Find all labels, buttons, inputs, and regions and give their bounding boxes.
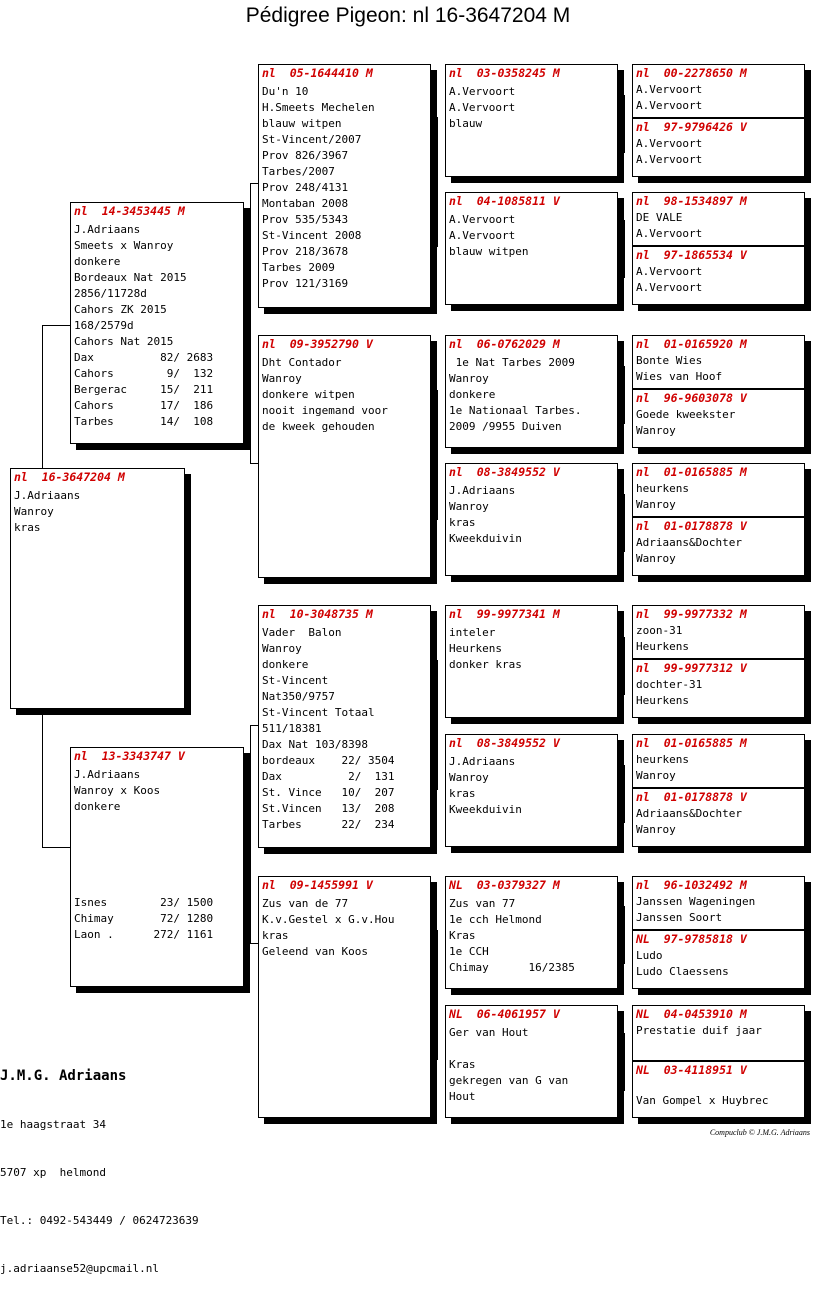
ring-number: nl 98-1534897 M xyxy=(636,194,747,208)
card-details: Zus van de 77 K.v.Gestel x G.v.Hou kras Geleend van Koos xyxy=(262,897,395,958)
card-details: J.Adriaans Wanroy x Koos donkere Isnes 23/ 1500 Chimay 72/ 1280 Laon . 272/ 1161 xyxy=(74,768,214,941)
page-title: Pédigree Pigeon: nl 16-3647204 M xyxy=(245,4,571,27)
ring-number: nl 09-3952790 V xyxy=(262,337,373,351)
ring-number: nl 99-9977312 V xyxy=(633,658,804,675)
connector-line xyxy=(437,390,438,520)
card-details: Vader Balon Wanroy donkere St-Vincent Nat350/9757 St-Vincent Totaal 511/18381 Dax Nat 103/8398 bordeaux 22/ 3504 Dax 2/ 131 St. Vince 10/ 207 St.Vincen 13/ 208 Tarbes 22/ 234 xyxy=(262,626,395,831)
ring-number: NL 97-9785818 V xyxy=(633,929,804,946)
connector-line xyxy=(624,906,625,964)
ring-number: nl 96-9603078 V xyxy=(633,388,804,405)
ring-number: NL 03-4118951 V xyxy=(633,1060,804,1077)
father-card[interactable] xyxy=(70,202,244,444)
connector-line xyxy=(624,765,625,823)
grandfather-maternal-card[interactable] xyxy=(258,605,431,848)
connector-line xyxy=(42,847,70,848)
connector-line xyxy=(42,325,70,326)
great-grandparent-card[interactable] xyxy=(445,463,618,576)
card-details: Du'n 10 H.Smeets Mechelen blauw witpen St-Vincent/2007 Prov 826/3967 Tarbes/2007 Prov 248/4131 Montaban 2008 Prov 535/5343 St-Vincent 2008 Prov 218/3678 Tarbes 2009 Prov 121/3169 xyxy=(262,85,375,290)
ancestor-pair-card[interactable] xyxy=(632,1005,805,1118)
connector-line xyxy=(437,660,438,790)
ring-number: nl 99-9977341 M xyxy=(449,607,560,621)
connector-line xyxy=(250,183,258,184)
ancestor-pair-card[interactable] xyxy=(632,876,805,989)
ring-number: nl 01-0165885 M xyxy=(636,736,747,750)
connector-line xyxy=(624,220,625,278)
card-details: Ger van Hout Kras gekregen van G van Hout xyxy=(449,1026,569,1103)
great-grandparent-card[interactable] xyxy=(445,734,618,847)
great-grandparent-card[interactable] xyxy=(445,192,618,305)
connector-line xyxy=(437,930,438,1060)
ring-number: nl 14-3453445 M xyxy=(74,204,185,218)
connector-line xyxy=(250,943,258,944)
card-details: Janssen Wageningen Janssen Soort xyxy=(636,895,756,924)
owner-phone: Tel.: 0492-543449 / 0624723639 xyxy=(0,1214,199,1227)
card-details: Adriaans&Dochter Wanroy xyxy=(636,536,742,565)
card-details: J.Adriaans Wanroy kras Kweekduivin xyxy=(449,755,522,816)
card-details: Bonte Wies Wies van Hoof xyxy=(636,354,723,383)
ring-number: NL 04-0453910 M xyxy=(636,1007,747,1021)
card-details: heurkens Wanroy xyxy=(636,753,689,782)
ring-number: nl 06-0762029 M xyxy=(449,337,560,351)
owner-address: 1e haagstraat 34 xyxy=(0,1118,106,1131)
card-details: heurkens Wanroy xyxy=(636,482,689,511)
card-details: Dht Contador Wanroy donkere witpen nooit ingemand voor de kweek gehouden xyxy=(262,356,388,433)
ring-number: nl 01-0178878 V xyxy=(633,516,804,533)
card-details: Van Gompel x Huybrec xyxy=(636,1094,769,1107)
card-details: Prestatie duif jaar xyxy=(636,1024,762,1037)
connector-line xyxy=(437,117,438,247)
ring-number: nl 01-0165885 M xyxy=(636,465,747,479)
card-details: 1e Nat Tarbes 2009 Wanroy donkere 1e Nationaal Tarbes. 2009 /9955 Duiven xyxy=(449,356,582,433)
owner-name: J.M.G. Adriaans xyxy=(0,1068,127,1084)
connector-line xyxy=(624,637,625,695)
great-grandparent-card[interactable] xyxy=(445,605,618,718)
ancestor-pair-card[interactable] xyxy=(632,734,805,847)
ring-number: nl 97-9796426 V xyxy=(633,117,804,134)
card-details: dochter-31 Heurkens xyxy=(636,678,703,707)
ring-number: nl 00-2278650 M xyxy=(636,66,747,80)
connector-line xyxy=(250,463,258,464)
connector-line xyxy=(624,95,625,153)
great-grandparent-card[interactable] xyxy=(445,335,618,448)
card-details: A.Vervoort A.Vervoort blauw xyxy=(449,85,516,130)
grandmother-maternal-card[interactable] xyxy=(258,876,431,1118)
card-details: Zus van 77 1e cch Helmond Kras 1e CCH Chimay 16/2385 xyxy=(449,897,575,974)
ring-number: nl 08-3849552 V xyxy=(449,465,560,479)
ring-number: nl 99-9977332 M xyxy=(636,607,747,621)
connector-line xyxy=(42,325,43,470)
ring-number: nl 05-1644410 M xyxy=(262,66,373,80)
ancestor-pair-card[interactable] xyxy=(632,192,805,305)
subject-card[interactable] xyxy=(10,468,185,709)
card-details: J.Adriaans Wanroy kras Kweekduivin xyxy=(449,484,522,545)
card-details: A.Vervoort A.Vervoort xyxy=(636,137,703,166)
ancestor-pair-card[interactable] xyxy=(632,64,805,177)
ring-number: nl 16-3647204 M xyxy=(14,470,125,484)
card-details: DE VALE A.Vervoort xyxy=(636,211,703,240)
connector-line xyxy=(42,710,43,847)
owner-email: j.adriaanse52@upcmail.nl xyxy=(0,1262,159,1275)
ancestor-pair-card[interactable] xyxy=(632,463,805,576)
grandfather-paternal-card[interactable] xyxy=(258,64,431,308)
card-details: Adriaans&Dochter Wanroy xyxy=(636,807,742,836)
ring-number: nl 13-3343747 V xyxy=(74,749,185,763)
great-grandparent-card[interactable] xyxy=(445,1005,618,1118)
connector-line xyxy=(250,725,251,943)
ring-number: nl 08-3849552 V xyxy=(449,736,560,750)
ring-number: nl 96-1032492 M xyxy=(636,878,747,892)
card-details: Ludo Ludo Claessens xyxy=(636,949,729,978)
footer-credit: Compuclub © J.M.G. Adriaans xyxy=(709,1128,810,1137)
ancestor-pair-card[interactable] xyxy=(632,605,805,718)
ring-number: nl 01-0165920 M xyxy=(636,337,747,351)
ring-number: nl 04-1085811 V xyxy=(449,194,560,208)
card-details: J.Adriaans Wanroy kras xyxy=(14,489,81,534)
ring-number: nl 01-0178878 V xyxy=(633,787,804,804)
owner-info xyxy=(0,1035,199,1293)
card-details: zoon-31 Heurkens xyxy=(636,624,689,653)
card-details: Goede kweekster Wanroy xyxy=(636,408,736,437)
connector-line xyxy=(250,725,258,726)
ancestor-pair-card[interactable] xyxy=(632,335,805,448)
ring-number: NL 03-0379327 M xyxy=(449,878,560,892)
card-details: A.Vervoort A.Vervoort blauw witpen xyxy=(449,213,529,258)
mother-card[interactable] xyxy=(70,747,244,987)
connector-line xyxy=(250,183,251,463)
owner-city: 5707 xp helmond xyxy=(0,1166,106,1179)
ring-number: nl 09-1455991 V xyxy=(262,878,373,892)
ring-number: nl 97-1865534 V xyxy=(633,245,804,262)
ring-number: nl 03-0358245 M xyxy=(449,66,560,80)
card-details: A.Vervoort A.Vervoort xyxy=(636,265,703,294)
great-grandparent-card[interactable] xyxy=(445,64,618,177)
card-details: inteler Heurkens donker kras xyxy=(449,626,522,671)
connector-line xyxy=(624,494,625,552)
ring-number: NL 06-4061957 V xyxy=(449,1007,560,1021)
connector-line xyxy=(624,366,625,424)
card-details: A.Vervoort A.Vervoort xyxy=(636,83,703,112)
connector-line xyxy=(624,1033,625,1091)
card-details: J.Adriaans Smeets x Wanroy donkere Bordeaux Nat 2015 2856/11728d Cahors ZK 2015 168/2579d Cahors Nat 2015 Dax 82/ 2683 Cahors 9/ 132 Bergerac 15/ 211 Cahors 17/ 186 Tarbes 14/ 108 xyxy=(74,223,214,428)
ring-number: nl 10-3048735 M xyxy=(262,607,373,621)
great-grandparent-card[interactable] xyxy=(445,876,618,989)
grandmother-paternal-card[interactable] xyxy=(258,335,431,578)
